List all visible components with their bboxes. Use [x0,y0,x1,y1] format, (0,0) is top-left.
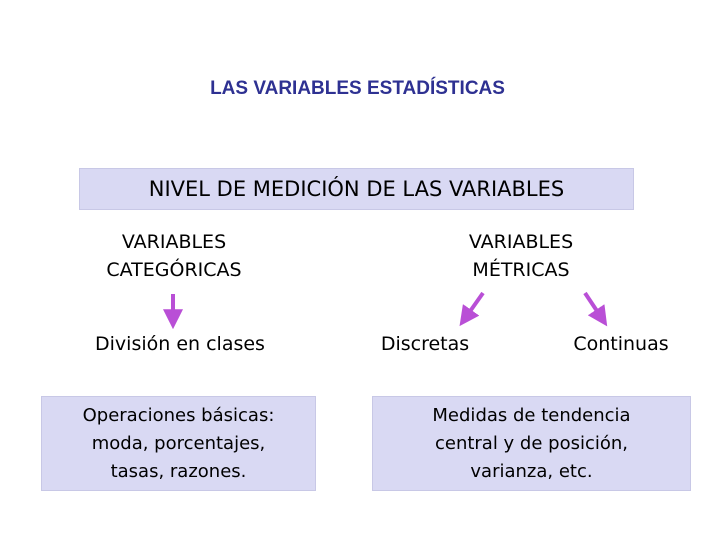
categorical-ops-line3: tasas, razones. [110,460,247,482]
categorical-heading-line1: VARIABLES [121,231,227,253]
categorical-ops-line2: moda, porcentajes, [91,432,266,454]
categorical-heading-line2: CATEGÓRICAS [106,259,242,281]
categorical-operations-box [41,396,316,491]
metric-heading-line2: MÉTRICAS [472,259,570,281]
continuas-label: Continuas [573,333,669,355]
metric-heading-line1: VARIABLES [468,231,574,253]
categorical-ops-line1: Operaciones básicas: [82,404,275,426]
metric-measures-box [372,396,691,491]
metric-ops-line1: Medidas de tendencia [432,404,631,426]
division-clases-label: División en clases [95,333,265,355]
arrow-metricas-continuas [585,293,601,317]
measurement-level-label: NIVEL DE MEDICIÓN DE LAS VARIABLES [148,177,565,201]
page-title: LAS VARIABLES ESTADÍSTICAS [210,78,505,99]
discretas-label: Discretas [380,333,470,355]
metric-ops-line2: central y de posición, [434,432,629,454]
metric-ops-line3: varianza, etc. [470,460,593,482]
arrow-metricas-discretas [466,293,483,317]
